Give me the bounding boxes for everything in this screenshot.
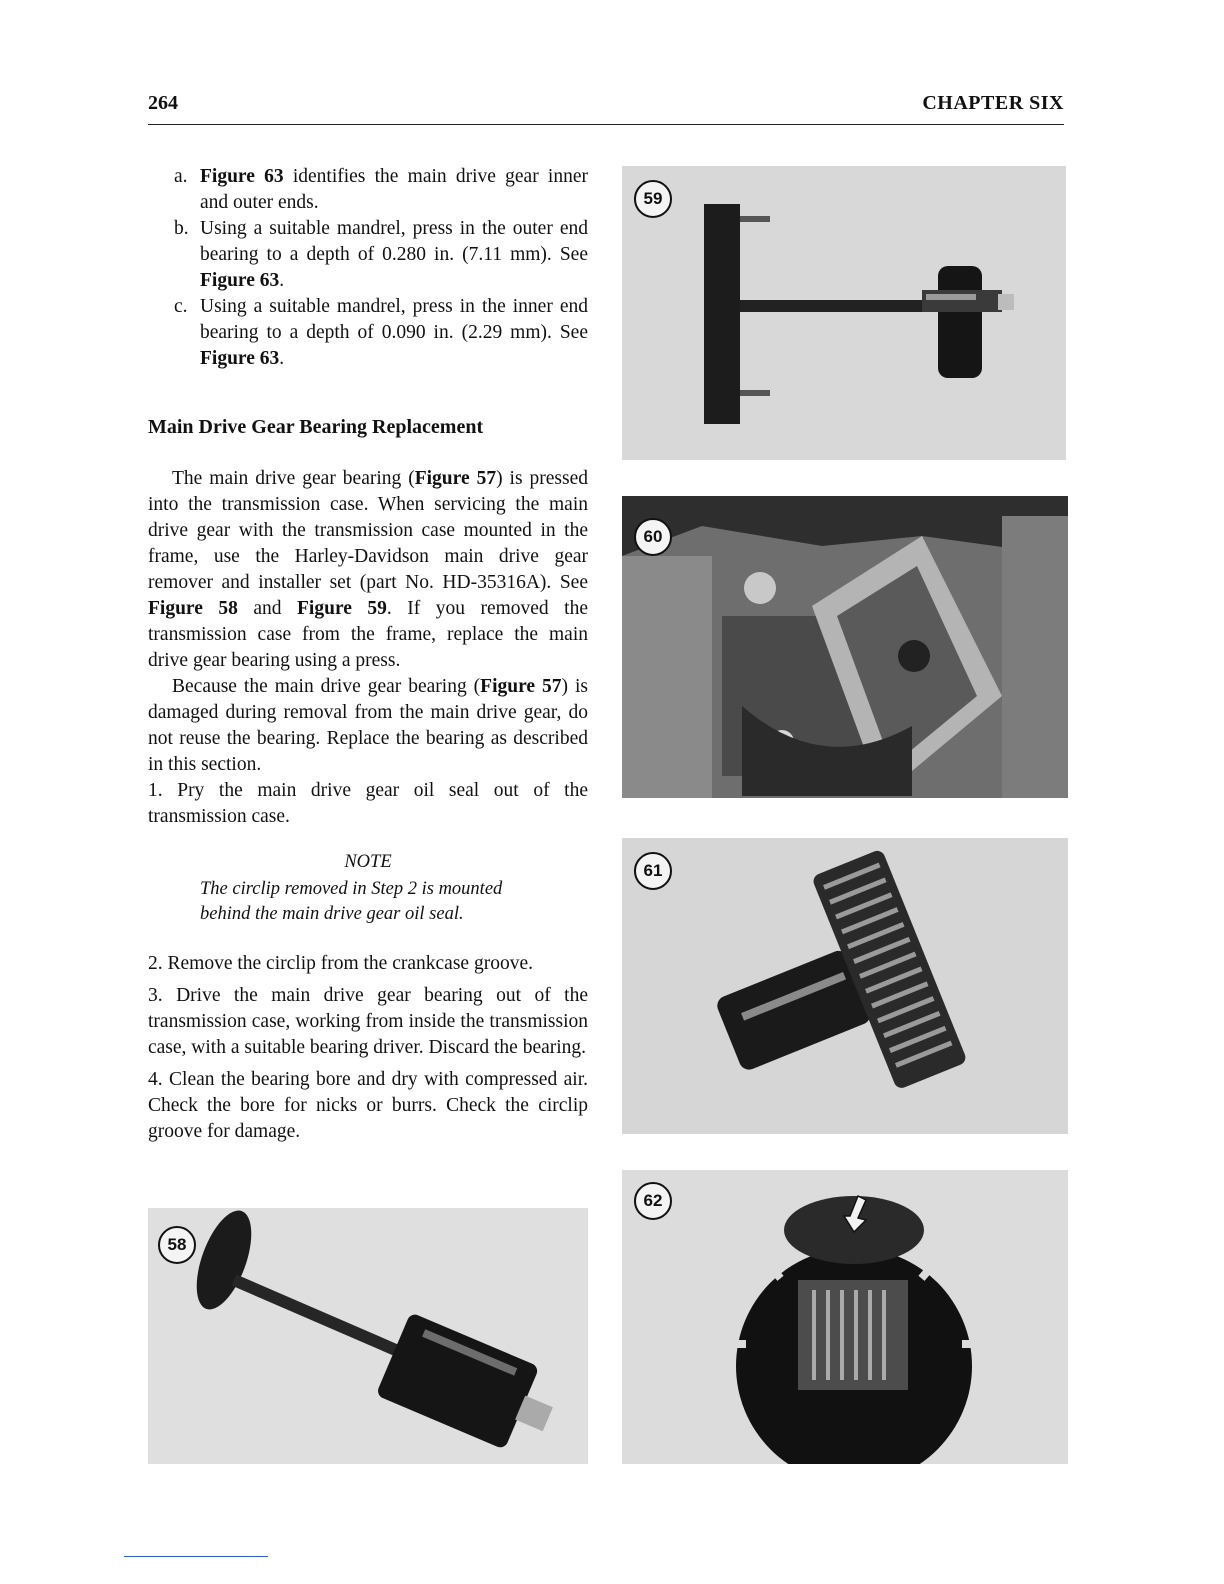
step-4: 4. Clean the bearing bore and dry with compressed air. Check the bore for nicks or burrs. Check the circlip groove for damage. [148,1069,588,1142]
puller-tool-illustration [622,166,1066,460]
text-run: . [279,270,285,291]
figure-60-label: 60 [634,518,672,556]
substep-marker: a. [174,166,188,187]
text-column [148,164,588,1145]
body-paragraphs [148,466,588,778]
note-title: NOTE [344,852,392,872]
figure-reference: Figure 63 [200,348,280,369]
gear-with-arrow-illustration [622,1170,1068,1464]
transmission-case-illustration [622,496,1068,798]
note-box [200,850,536,927]
figure-reference: Figure 63 [200,166,284,187]
main-drive-gear-illustration [622,838,1068,1134]
substep-item [174,216,588,294]
text-run: . [279,348,285,369]
figure-reference: Figure 63 [200,270,280,291]
text-run: identifies the main drive gear inner and outer ends. [200,166,588,213]
page-number: 264 [148,92,178,114]
substep-item [174,164,588,216]
page-header [148,92,1064,125]
text-run: . If you removed the transmission case from the frame, replace the main drive gear bearing using a press. [148,598,588,671]
figure-62-label: 62 [634,1182,672,1220]
text-run: ) is pressed into the transmission case. When servicing the main drive gear with the transmission case mounted in the frame, use the Harley-Davidson main drive gear remover and installer set (part No. HD-35316A). See [148,468,588,593]
text-run: The main drive gear bearing ( [172,468,415,489]
figure-reference: Figure 58 [148,598,238,619]
substep-item [174,294,588,372]
substep-marker: b. [174,218,189,239]
text-run: and [237,598,298,619]
text-run: ) is damaged during removal from the main drive gear, do not reuse the bearing. Replace the bearing as described in this section. [148,676,588,775]
figure-58-label: 58 [158,1226,196,1264]
figure-reference: Figure 57 [480,676,562,697]
figure-reference: Figure 59 [297,598,387,619]
body-paragraph [148,466,588,674]
figure-61-photo [622,838,1068,1134]
figure-reference: Figure 57 [414,468,497,489]
substep-list [174,164,588,372]
footer-rule [124,1556,268,1557]
remover-installer-tool-illustration [148,1208,588,1464]
text-run: Because the main drive gear bearing ( [172,676,481,697]
substep-marker: c. [174,296,188,317]
text-run: Using a suitable mandrel, press in the outer end bearing to a depth of 0.280 in. (7.11 mm). See [200,218,588,265]
figure-59-label: 59 [634,180,672,218]
step-2: 2. Remove the circlip from the crankcase groove. [148,953,533,974]
step-1: 1. Pry the main drive gear oil seal out of the transmission case. [148,780,588,827]
section-heading: Main Drive Gear Bearing Replacement [148,416,484,438]
figure-60-photo [622,496,1068,798]
figure-61-label: 61 [634,852,672,890]
body-paragraph [148,674,588,778]
figure-59-photo [622,166,1066,460]
note-text: The circlip removed in Step 2 is mounted behind the main drive gear oil seal. [200,879,503,924]
step-3: 3. Drive the main drive gear bearing out of the transmission case, working from inside the transmission case, with a suitable bearing driver. Discard the bearing. [148,985,588,1058]
figure-58-photo [148,1208,588,1464]
text-run: Using a suitable mandrel, press in the inner end bearing to a depth of 0.090 in. (2.29 mm). See [200,296,588,343]
chapter-title: CHAPTER SIX [922,92,1064,114]
figure-62-photo [622,1170,1068,1464]
